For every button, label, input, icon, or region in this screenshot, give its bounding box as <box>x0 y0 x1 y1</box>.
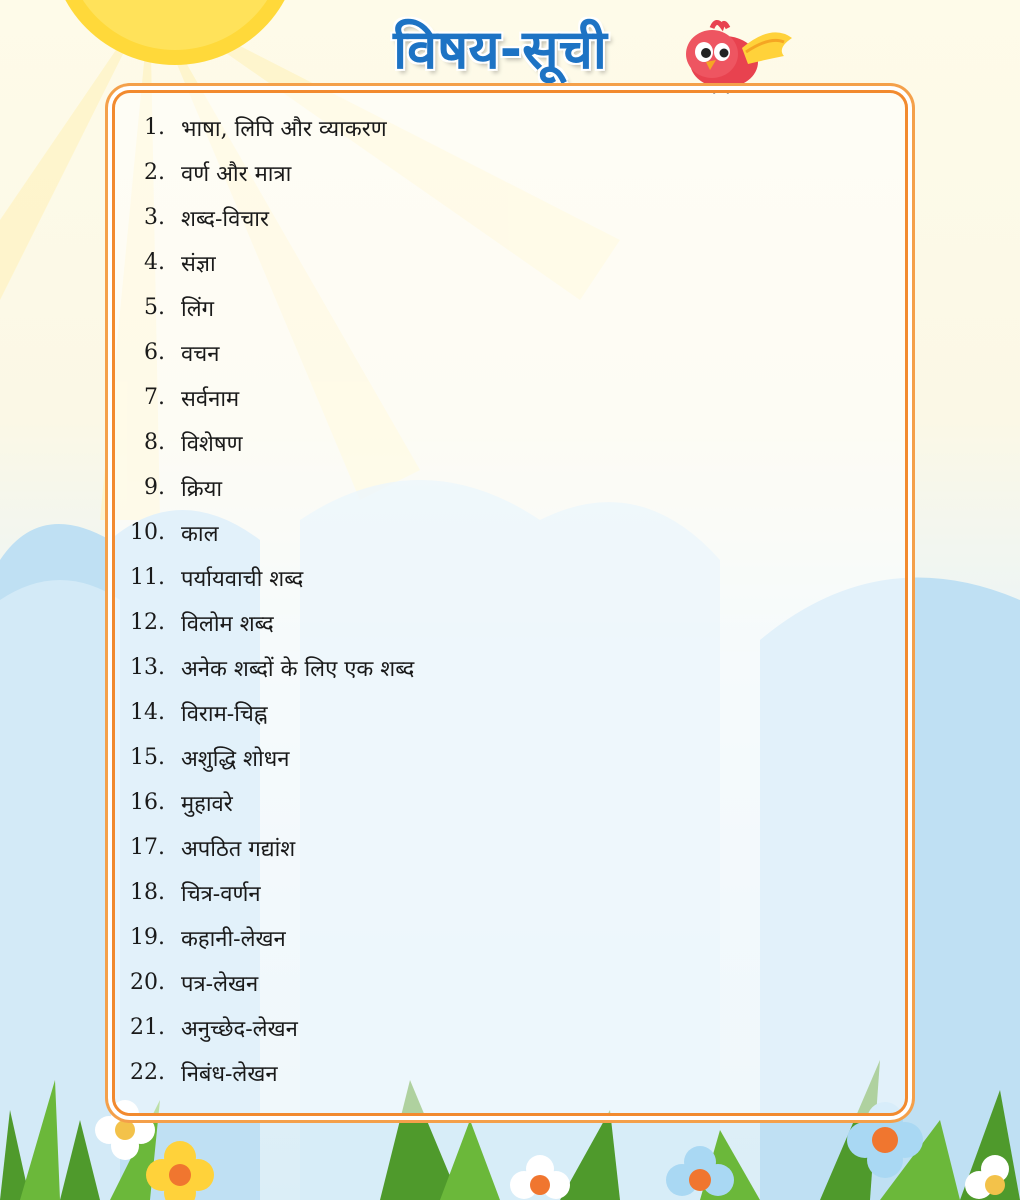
list-item[interactable] <box>115 285 414 330</box>
list-item[interactable] <box>115 375 414 420</box>
list-item[interactable] <box>115 510 414 555</box>
list-item[interactable] <box>115 735 414 780</box>
item-label: भाषा, लिपि और व्याकरण <box>181 116 387 142</box>
toc-list <box>115 105 414 1095</box>
item-label: अनुच्छेद-लेखन <box>181 1016 298 1042</box>
list-item[interactable] <box>115 195 414 240</box>
item-number: 22. <box>130 1060 165 1085</box>
item-number: 20. <box>130 970 165 995</box>
item-number: 17. <box>130 835 165 860</box>
item-number: 16. <box>130 790 165 815</box>
item-number: 9. <box>144 475 165 500</box>
item-label: निबंध-लेखन <box>181 1061 278 1087</box>
list-item[interactable] <box>115 960 414 1005</box>
item-label: लिंग <box>181 296 215 322</box>
item-number: 1. <box>144 115 165 140</box>
item-number: 13. <box>130 655 165 680</box>
list-item[interactable] <box>115 330 414 375</box>
item-number: 8. <box>144 430 165 455</box>
list-item[interactable] <box>115 420 414 465</box>
item-number: 21. <box>130 1015 165 1040</box>
item-label: पर्यायवाची शब्द <box>181 566 304 592</box>
item-label: काल <box>181 521 219 547</box>
list-item[interactable] <box>115 780 414 825</box>
item-label: वचन <box>181 341 220 367</box>
item-number: 3. <box>144 205 165 230</box>
list-item[interactable] <box>115 825 414 870</box>
item-label: वर्ण और मात्रा <box>181 161 292 187</box>
list-item[interactable] <box>115 645 414 690</box>
list-item[interactable] <box>115 600 414 645</box>
list-item[interactable] <box>115 690 414 735</box>
item-number: 5. <box>144 295 165 320</box>
item-label: कहानी-लेखन <box>181 926 286 952</box>
item-label: अनेक शब्दों के लिए एक शब्द <box>181 656 415 682</box>
list-item[interactable] <box>115 1050 414 1095</box>
list-item[interactable] <box>115 915 414 960</box>
list-item[interactable] <box>115 240 414 285</box>
table-of-contents <box>112 90 908 1116</box>
item-number: 10. <box>130 520 165 545</box>
item-label: विराम-चिह्न <box>181 701 268 727</box>
item-label: पत्र-लेखन <box>181 971 259 997</box>
item-label: अपठित गद्यांश <box>181 836 296 862</box>
item-label: मुहावरे <box>181 791 233 817</box>
list-item[interactable] <box>115 1005 414 1050</box>
item-number: 11. <box>130 565 165 590</box>
list-item[interactable] <box>115 555 414 600</box>
item-label: चित्र-वर्णन <box>181 881 261 907</box>
item-label: विशेषण <box>181 431 243 457</box>
list-item[interactable] <box>115 150 414 195</box>
item-label: अशुद्धि शोधन <box>181 746 290 772</box>
item-number: 2. <box>144 160 165 185</box>
red-bird-illustration <box>672 18 798 94</box>
item-label: क्रिया <box>181 476 223 502</box>
item-number: 7. <box>144 385 165 410</box>
list-item[interactable] <box>115 870 414 915</box>
item-number: 15. <box>130 745 165 770</box>
item-number: 12. <box>130 610 165 635</box>
item-number: 14. <box>130 700 165 725</box>
list-item[interactable] <box>115 465 414 510</box>
item-number: 6. <box>144 340 165 365</box>
item-number: 18. <box>130 880 165 905</box>
item-label: शब्द-विचार <box>181 206 269 232</box>
item-number: 4. <box>144 250 165 275</box>
item-label: संज्ञा <box>181 251 216 277</box>
page-title: विषय-सूची <box>393 18 607 81</box>
list-item[interactable] <box>115 105 414 150</box>
item-label: सर्वनाम <box>181 386 240 412</box>
item-number: 19. <box>130 925 165 950</box>
item-label: विलोम शब्द <box>181 611 274 637</box>
